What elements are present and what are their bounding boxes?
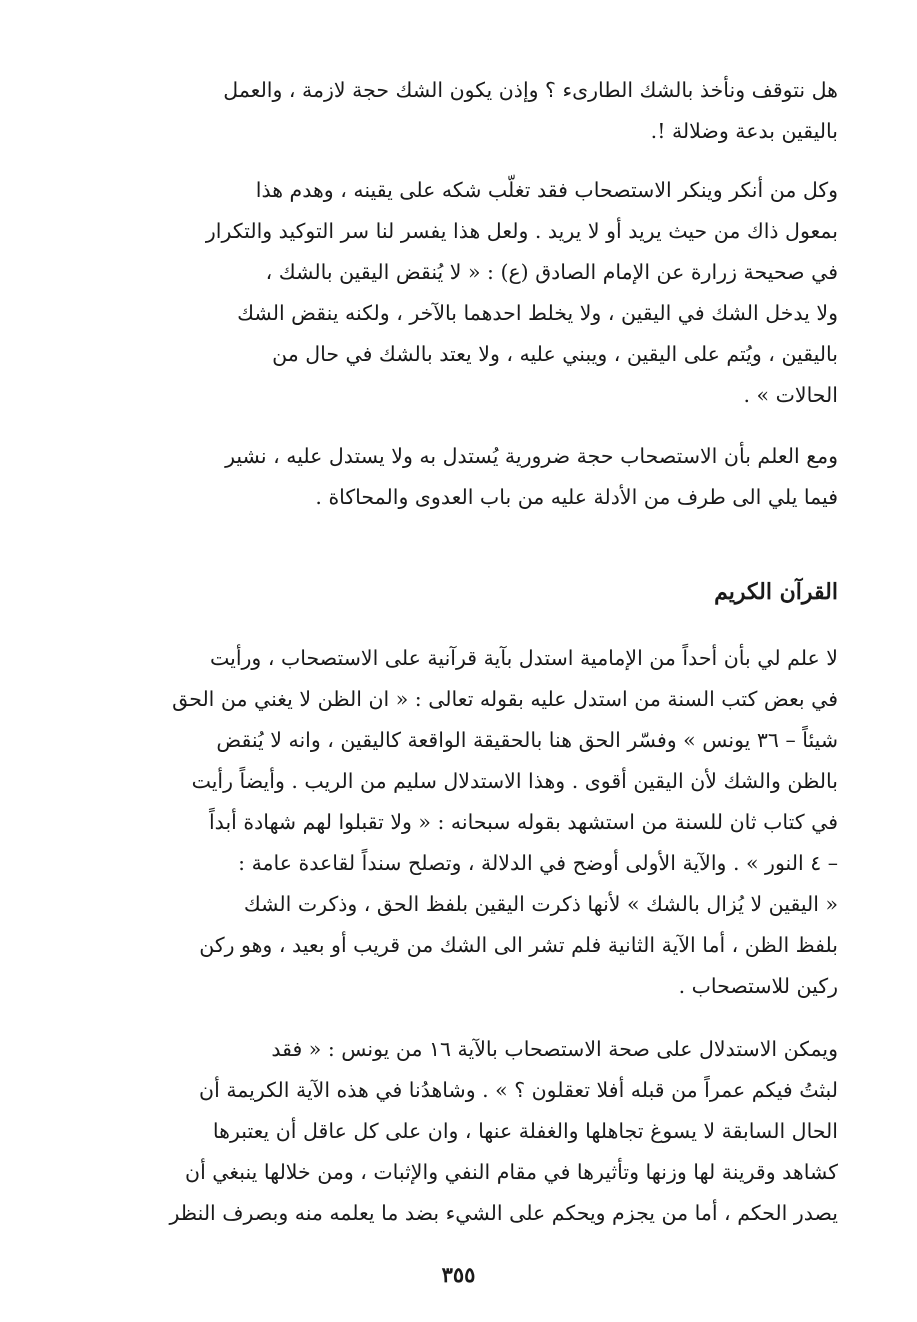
text-line: كشاهد وقرينة لها وزنها وتأثيرها في مقام النفي والإثبات ، ومن خلالها ينبغي أن xyxy=(185,1160,838,1184)
text-line: – ٤ النور » . والآية الأولى أوضح في الدلالة ، وتصلح سنداً لقاعدة عامة : xyxy=(238,851,838,875)
text-line: وكل من أنكر وينكر الاستصحاب فقد تغلّب شكه على يقينه ، وهدم هذا xyxy=(255,178,838,202)
text-line: في بعض كتب السنة من استدل عليه بقوله تعالى : « ان الظن لا يغني من الحق xyxy=(172,687,838,711)
text-line: بمعول ذاك من حيث يريد أو لا يريد . ولعل هذا يفسر لنا سر التوكيد والتكرار xyxy=(205,219,838,243)
text-line: في كتاب ثان للسنة من استشهد بقوله سبحانه : « ولا تقبلوا لهم شهادة أبداً xyxy=(208,810,838,834)
text-line: باليقين ، ويُتم على اليقين ، ويبني عليه ، ولا يعتد بالشك في حال من xyxy=(272,342,838,366)
paragraph-3 xyxy=(78,436,838,518)
book-page xyxy=(78,70,838,1234)
text-line: بلفظ الظن ، أما الآية الثانية فلم تشر الى الشك من قريب أو بعيد ، وهو ركن xyxy=(199,933,838,957)
text-line: لا علم لي بأن أحداً من الإمامية استدل بآية قرآنية على الاستصحاب ، ورأيت xyxy=(210,646,838,670)
text-line: فيما يلي الى طرف من الأدلة عليه من باب العدوى والمحاكاة . xyxy=(315,485,838,509)
text-line: ركين للاستصحاب . xyxy=(678,974,838,998)
text-line: يصدر الحكم ، أما من يجزم ويحكم على الشيء بضد ما يعلمه منه وبصرف النظر xyxy=(169,1201,838,1225)
text-line: هل نتوقف ونأخذ بالشك الطارىء ؟ وإذن يكون الشك حجة لازمة ، والعمل xyxy=(223,78,838,102)
text-line: ومع العلم بأن الاستصحاب حجة ضرورية يُستدل به ولا يستدل عليه ، نشير xyxy=(225,444,838,468)
text-line: باليقين بدعة وضلالة !. xyxy=(650,119,838,143)
paragraph-1 xyxy=(78,70,838,152)
text-line: ولا يدخل الشك في اليقين ، ولا يخلط احدهما بالآخر ، ولكنه ينقض الشك xyxy=(237,301,838,325)
text-line: في صحيحة زرارة عن الإمام الصادق (ع) : « لا يُنقض اليقين بالشك ، xyxy=(265,260,838,284)
text-line: شيئاً – ٣٦ يونس » وفسّر الحق هنا بالحقيقة الواقعة كاليقين ، وانه لا يُنقض xyxy=(216,728,838,752)
section-heading: القرآن الكريم xyxy=(714,579,838,605)
text-line: الحالات » . xyxy=(743,383,838,407)
paragraph-4 xyxy=(78,638,838,1007)
text-line: الحال السابقة لا يسوغ تجاهلها والغفلة عنها ، وان على كل عاقل أن يعتبرها xyxy=(212,1119,838,1143)
text-line: ويمكن الاستدلال على صحة الاستصحاب بالآية ١٦ من يونس : « فقد xyxy=(271,1037,838,1061)
page-number: ٣٥٥ xyxy=(441,1262,476,1287)
paragraph-5 xyxy=(78,1029,838,1234)
text-line: بالظن والشك لأن اليقين أقوى . وهذا الاستدلال سليم من الريب . وأيضاً رأيت xyxy=(191,769,838,793)
paragraph-2 xyxy=(78,170,838,416)
text-line: « اليقين لا يُزال بالشك » لأنها ذكرت اليقين بلفظ الحق ، وذكرت الشك xyxy=(243,892,838,916)
text-line: لبثتُ فيكم عمراً من قبله أفلا تعقلون ؟ » . وشاهدُنا في هذه الآية الكريمة أن xyxy=(199,1078,838,1102)
